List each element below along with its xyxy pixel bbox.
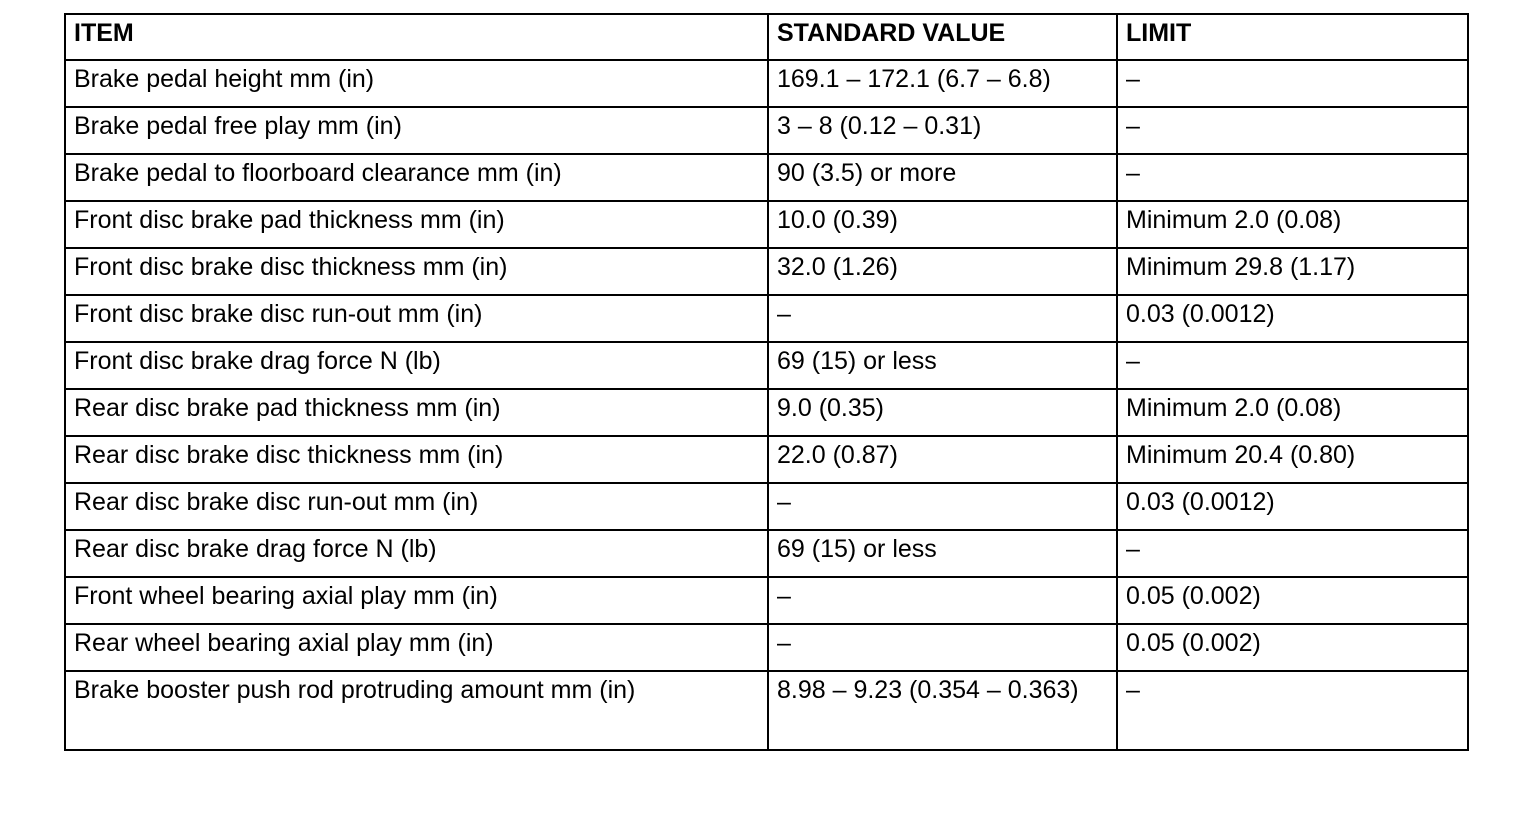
spec-table — [64, 13, 1469, 751]
table-row — [65, 60, 1468, 107]
item-cell: Front disc brake pad thickness mm (in) — [65, 201, 768, 248]
standard-value-cell: 69 (15) or less — [768, 342, 1117, 389]
item-cell: Rear disc brake disc thickness mm (in) — [65, 436, 768, 483]
table-header — [65, 14, 1468, 60]
limit-cell: Minimum 29.8 (1.17) — [1117, 248, 1468, 295]
table-row — [65, 671, 1468, 750]
item-cell: Brake pedal to floorboard clearance mm (in) — [65, 154, 768, 201]
item-cell: Rear disc brake disc run-out mm (in) — [65, 483, 768, 530]
table-body — [65, 60, 1468, 750]
item-cell: Rear disc brake pad thickness mm (in) — [65, 389, 768, 436]
standard-value-cell: – — [768, 483, 1117, 530]
table-row — [65, 201, 1468, 248]
table-row — [65, 248, 1468, 295]
table-row — [65, 436, 1468, 483]
standard-value-cell: – — [768, 577, 1117, 624]
limit-cell: – — [1117, 154, 1468, 201]
table-row — [65, 483, 1468, 530]
table-row — [65, 530, 1468, 577]
limit-cell: 0.03 (0.0012) — [1117, 295, 1468, 342]
limit-cell: – — [1117, 671, 1468, 750]
table-row — [65, 389, 1468, 436]
limit-cell: 0.03 (0.0012) — [1117, 483, 1468, 530]
item-cell: Rear wheel bearing axial play mm (in) — [65, 624, 768, 671]
standard-value-cell: 32.0 (1.26) — [768, 248, 1117, 295]
item-cell: Brake pedal height mm (in) — [65, 60, 768, 107]
standard-value-cell: 8.98 – 9.23 (0.354 – 0.363) — [768, 671, 1117, 750]
limit-cell: Minimum 2.0 (0.08) — [1117, 389, 1468, 436]
item-cell: Brake pedal free play mm (in) — [65, 107, 768, 154]
standard-value-cell: 10.0 (0.39) — [768, 201, 1117, 248]
limit-cell: – — [1117, 60, 1468, 107]
header-limit: LIMIT — [1117, 14, 1468, 60]
standard-value-cell: – — [768, 295, 1117, 342]
item-cell: Front wheel bearing axial play mm (in) — [65, 577, 768, 624]
limit-cell: 0.05 (0.002) — [1117, 624, 1468, 671]
limit-cell: – — [1117, 107, 1468, 154]
header-item: ITEM — [65, 14, 768, 60]
item-cell: Rear disc brake drag force N (lb) — [65, 530, 768, 577]
header-row — [65, 14, 1468, 60]
limit-cell: Minimum 20.4 (0.80) — [1117, 436, 1468, 483]
item-cell: Front disc brake disc run-out mm (in) — [65, 295, 768, 342]
limit-cell: – — [1117, 342, 1468, 389]
standard-value-cell: 169.1 – 172.1 (6.7 – 6.8) — [768, 60, 1117, 107]
item-cell: Front disc brake drag force N (lb) — [65, 342, 768, 389]
table-row — [65, 107, 1468, 154]
standard-value-cell: – — [768, 624, 1117, 671]
standard-value-cell: 9.0 (0.35) — [768, 389, 1117, 436]
item-cell: Front disc brake disc thickness mm (in) — [65, 248, 768, 295]
limit-cell: – — [1117, 530, 1468, 577]
table-row — [65, 154, 1468, 201]
item-cell: Brake booster push rod protruding amount mm (in) — [65, 671, 768, 750]
table-row — [65, 624, 1468, 671]
limit-cell: Minimum 2.0 (0.08) — [1117, 201, 1468, 248]
header-standard-value: STANDARD VALUE — [768, 14, 1117, 60]
table-row — [65, 577, 1468, 624]
limit-cell: 0.05 (0.002) — [1117, 577, 1468, 624]
standard-value-cell: 3 – 8 (0.12 – 0.31) — [768, 107, 1117, 154]
standard-value-cell: 69 (15) or less — [768, 530, 1117, 577]
table-row — [65, 295, 1468, 342]
table-row — [65, 342, 1468, 389]
standard-value-cell: 22.0 (0.87) — [768, 436, 1117, 483]
standard-value-cell: 90 (3.5) or more — [768, 154, 1117, 201]
